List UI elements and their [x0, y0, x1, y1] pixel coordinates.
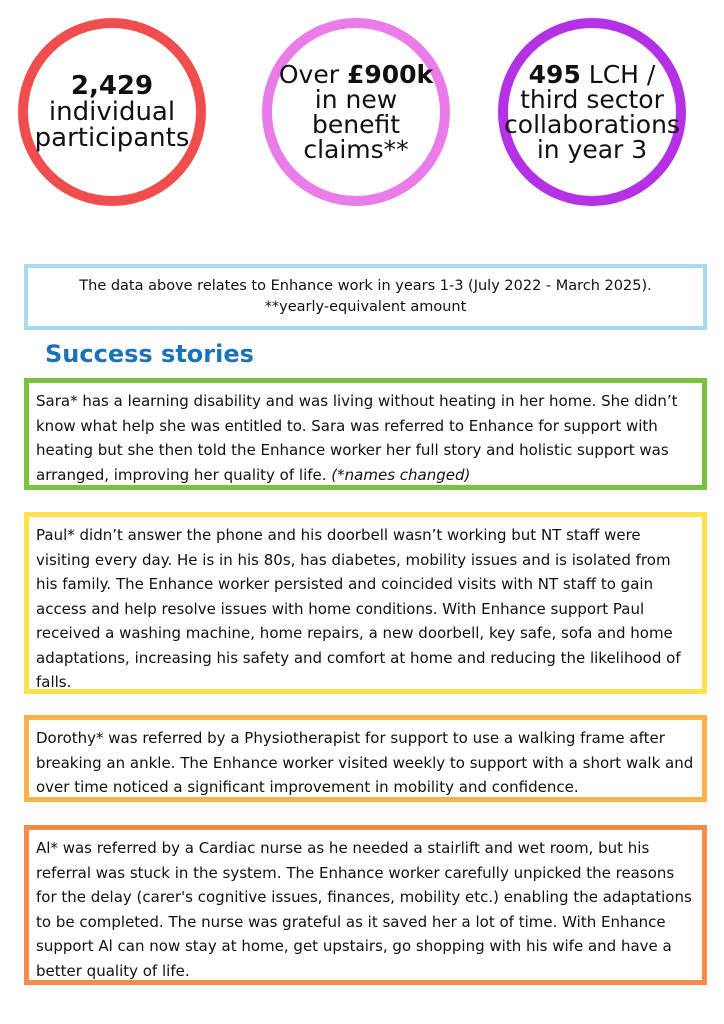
stat-circle-benefits [262, 18, 450, 206]
story-box-dorothy [24, 715, 707, 802]
names-changed-note: (*names changed) [331, 465, 471, 484]
benefits-prefix: Over [278, 60, 347, 89]
benefits-line-2: in new [314, 85, 398, 114]
participants-label-1: individual [48, 97, 176, 127]
story-al-text: Al* was referred by a Cardiac nurse as he needed a stairlift and wet room, but his referral was stuck in the system. The Enhance worker carefully unpicked the reasons for the delay (carer's cognitive issues, finances, mobility etc.) enabling the adaptations to be completed. The nurse was grateful as it saved her a lot of time. With Enhance support Al can now stay at home, get upstairs, go shopping with his wife and have a better quality of life. [36, 839, 692, 980]
participants-number: 2,429 [70, 71, 154, 101]
benefits-line-3: benefit [311, 110, 401, 139]
data-note-line-2: **yearly-equivalent amount [264, 299, 467, 315]
story-sara-text: Sara* has a learning disability and was living without heating in her home. She didn’t know what help she was entitled to. Sara was referred to Enhance for support with heating but she then told the Enhance worker her full story and holistic support was arranged, improving her quality of life. [36, 392, 678, 484]
story-dorothy-text: Dorothy* was referred by a Physiotherapist for support to use a walking frame after breaking an ankle. The Enhance worker visited weekly to support with a short walk and over time noticed a significant improvement in mobility and confidence. [36, 729, 694, 796]
collab-suffix: LCH / [580, 60, 656, 89]
stat-circle-participants [18, 18, 206, 206]
story-paul-text: Paul* didn’t answer the phone and his doorbell wasn’t working but NT staff were visiting every day. He is in his 80s, has diabetes, mobility issues and is isolated from his family. The Enhance worker persisted and coincided visits with NT staff to gain access and help resolve issues with home conditions. With Enhance support Paul received a washing machine, home repairs, a new doorbell, key safe, sofa and home adaptations, increasing his safety and comfort at home and reducing the likelihood of falls. [36, 526, 681, 691]
collab-line-2: third sector [520, 85, 664, 114]
stat-circle-collaborations [498, 18, 686, 206]
section-heading: Success stories [45, 340, 254, 368]
data-note-box [24, 264, 707, 330]
participants-label-2: participants [34, 123, 190, 153]
benefits-amount: £900k [346, 60, 434, 89]
collab-line-3: collaborations [504, 110, 680, 139]
story-text [36, 389, 695, 487]
collab-line-4: in year 3 [536, 135, 648, 164]
benefits-line-4: claims** [303, 135, 409, 164]
story-box-al [24, 825, 707, 985]
collab-number: 495 [528, 60, 581, 89]
collab-line-1 [529, 62, 656, 87]
story-box-sara [24, 378, 707, 490]
story-box-paul [24, 512, 707, 694]
benefits-line-1 [279, 62, 433, 87]
data-note-line-1: The data above relates to Enhance work in years 1-3 (July 2022 - March 2025). [79, 277, 652, 294]
